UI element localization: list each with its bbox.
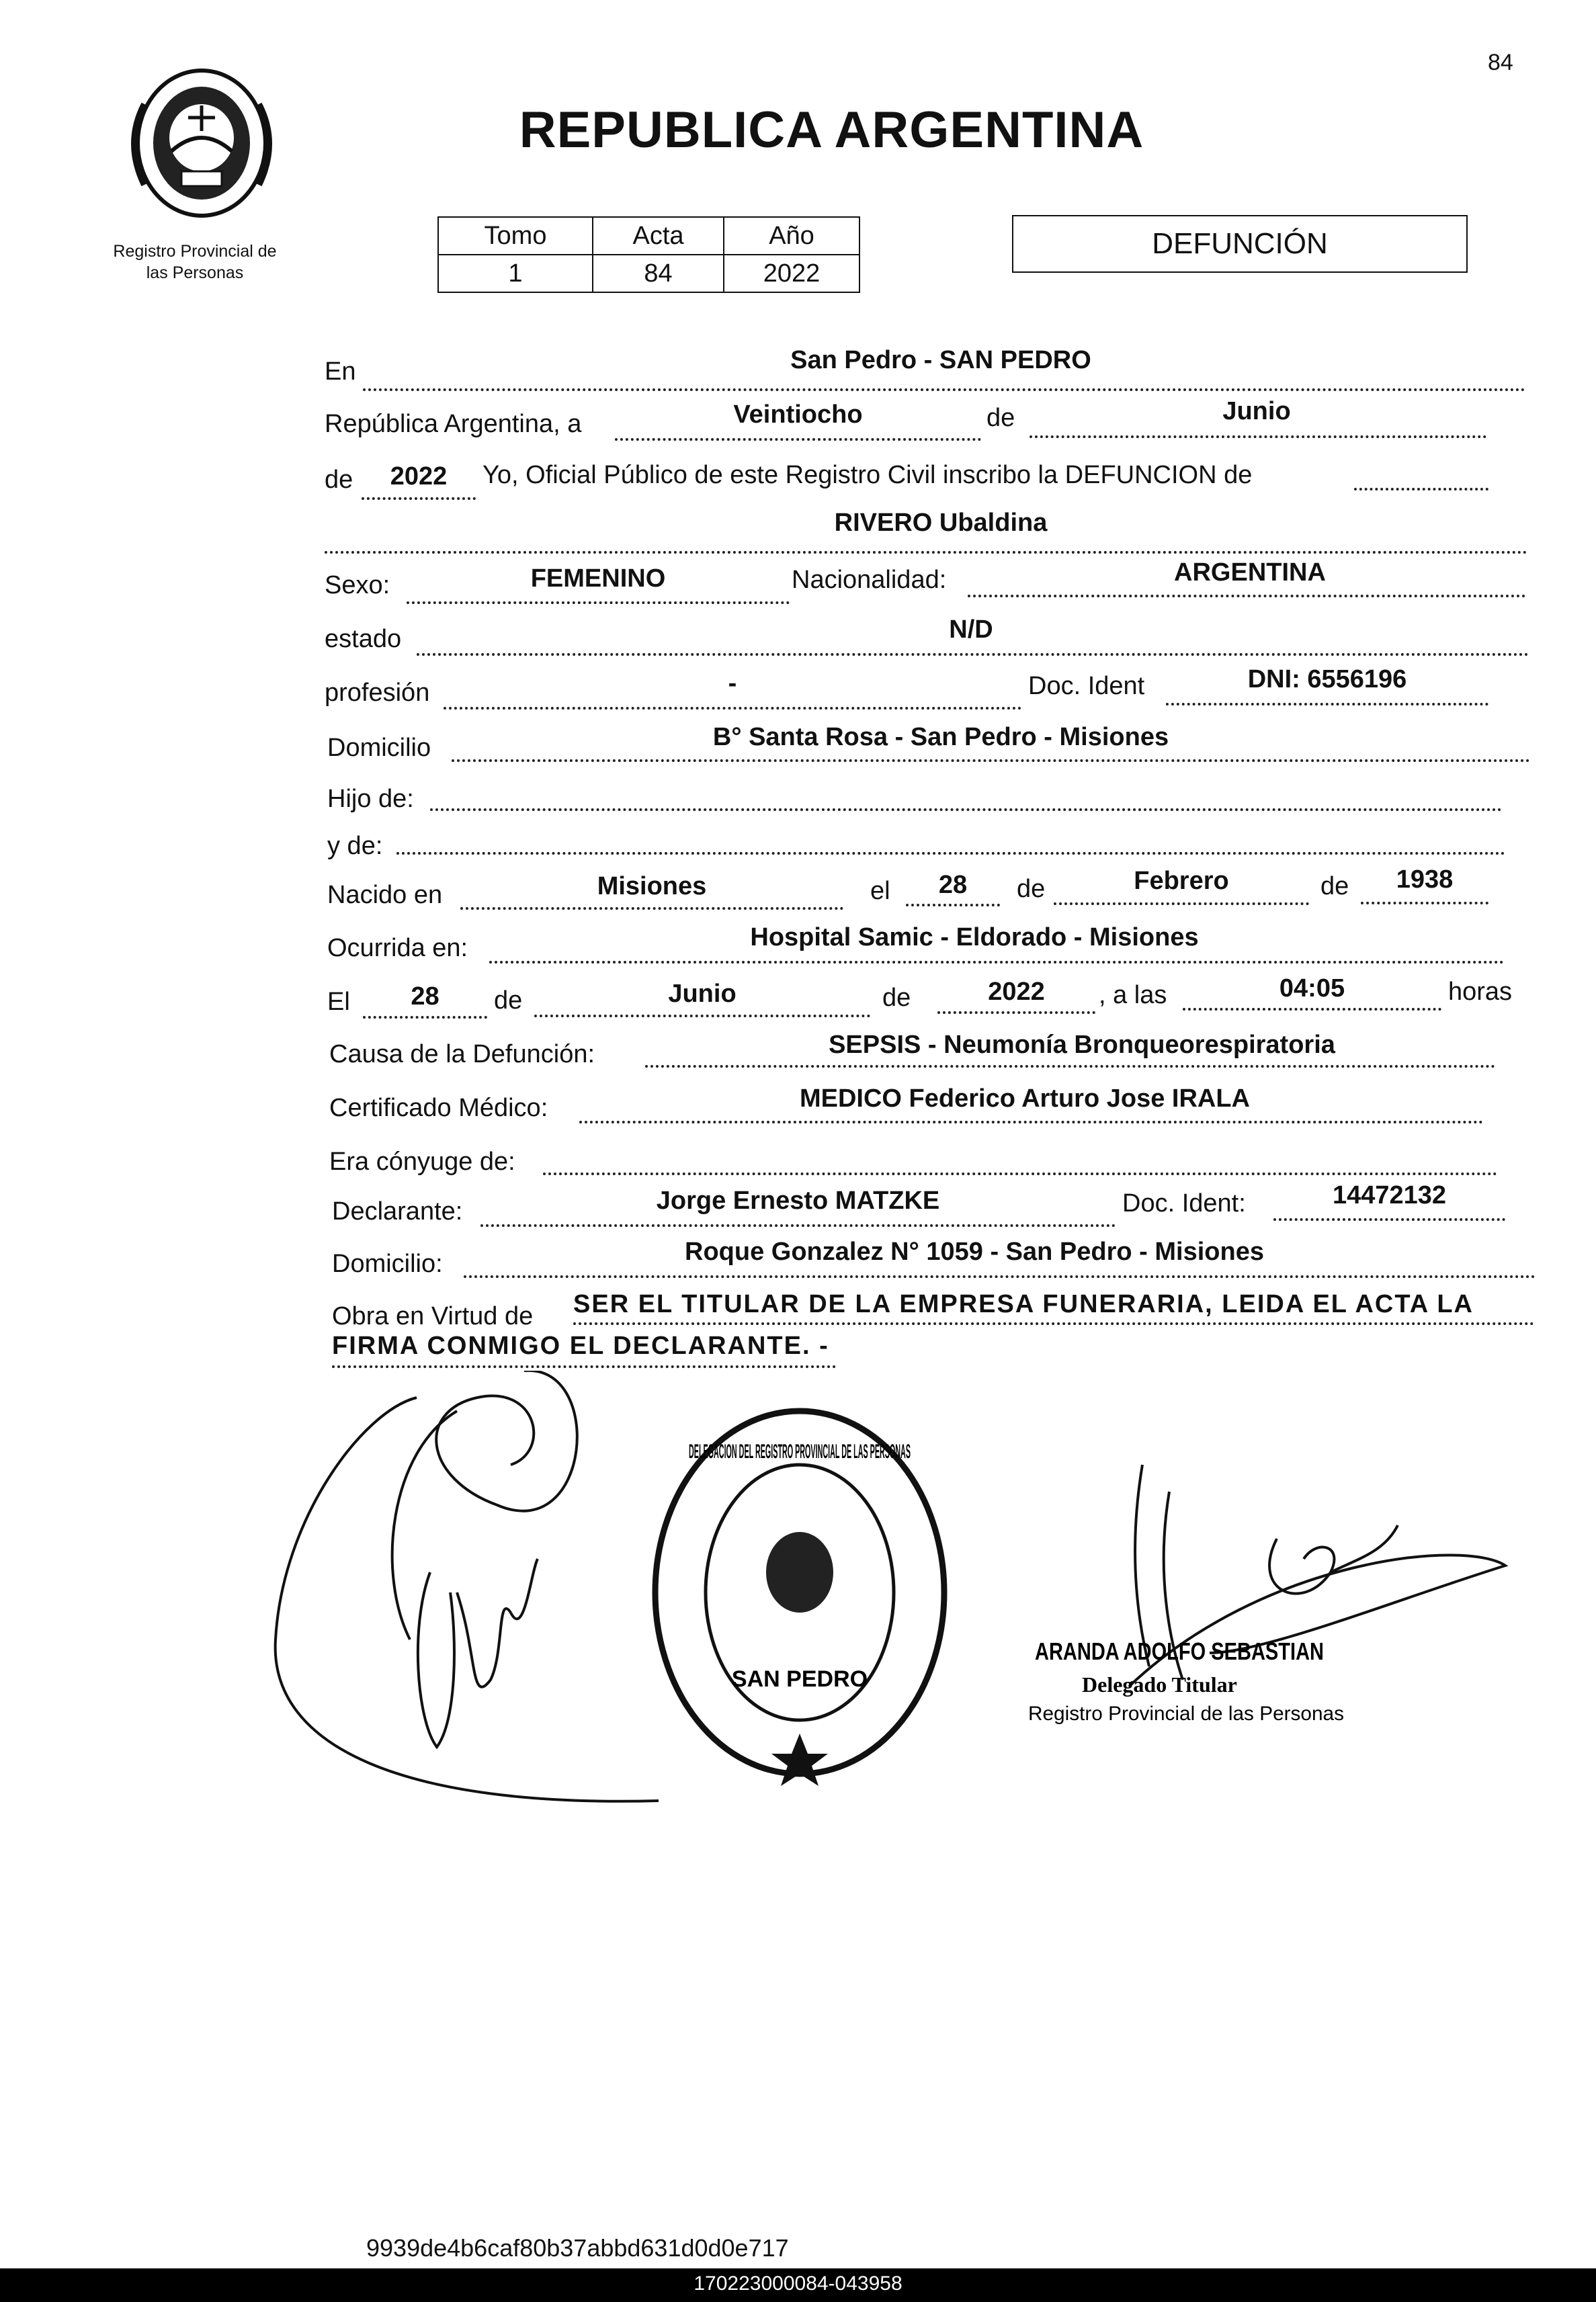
month-value: Junio xyxy=(1222,397,1291,425)
sexo-value: FEMENINO xyxy=(530,564,666,593)
estado-dotline xyxy=(417,653,1529,656)
page-title: REPUBLICA ARGENTINA xyxy=(519,101,1144,159)
doc-ident-dotline xyxy=(1166,703,1488,706)
name-dotline xyxy=(325,551,1527,554)
profesion-value: - xyxy=(728,669,737,697)
nacionalidad-value: ARGENTINA xyxy=(1174,558,1326,587)
death-de2: de xyxy=(882,984,911,1012)
sexo-dotline xyxy=(407,601,790,604)
nacido-label: Nacido en xyxy=(327,881,443,909)
obra-dotline1 xyxy=(573,1322,1534,1325)
republica-label: República Argentina, a xyxy=(325,410,582,438)
birth-de1: de xyxy=(1017,875,1046,903)
document-type-box: DEFUNCIÓN xyxy=(1012,215,1468,273)
official-name: ARANDA ADOLFO SEBASTIAN xyxy=(1035,1637,1324,1665)
conyuge-dotline xyxy=(543,1173,1497,1175)
ocurrida-dotline xyxy=(489,961,1504,964)
declarante-label: Declarante: xyxy=(332,1197,463,1226)
en-label: En xyxy=(325,357,356,386)
acta-value: 84 xyxy=(593,255,724,292)
decl-dom-value: Roque Gonzalez N° 1059 - San Pedro - Misiones xyxy=(685,1238,1264,1266)
obra-value-line2: FIRMA CONMIGO EL DECLARANTE. - xyxy=(332,1332,829,1360)
death-year: 2022 xyxy=(988,978,1045,1006)
record-table-values xyxy=(438,255,859,292)
stamp-ring-text: DELEGACION DEL REGISTRO PROVINCIAL DE LAS PERSONAS xyxy=(689,1441,911,1463)
document-hash: 9939de4b6caf80b37abbd631d0d0e717 xyxy=(366,2234,789,2262)
nacido-value: Misiones xyxy=(597,872,707,900)
conyuge-label: Era cónyuge de: xyxy=(329,1148,515,1176)
doc-ident-value: DNI: 6556196 xyxy=(1247,665,1407,693)
doc-ident-label: Doc. Ident xyxy=(1028,672,1145,700)
de-label: de xyxy=(986,404,1015,432)
nacido-dotline xyxy=(460,907,843,910)
hijo-label: Hijo de: xyxy=(327,785,414,813)
official-stamp-icon xyxy=(655,1411,944,1786)
day-value: Veintiocho xyxy=(733,400,863,429)
acta-header: Acta xyxy=(593,217,724,255)
certificado-dotline xyxy=(579,1121,1483,1123)
record-table xyxy=(437,216,860,293)
nacionalidad-dotline xyxy=(968,595,1525,597)
en-dotline xyxy=(363,388,1525,391)
registry-caption-line2: las Personas xyxy=(146,263,244,282)
death-time-dotline xyxy=(1183,1008,1441,1011)
sexo-label: Sexo: xyxy=(325,571,390,599)
obra-dotline2 xyxy=(332,1365,836,1368)
oficial-dotline xyxy=(1354,488,1488,491)
yde-label: y de: xyxy=(327,832,383,860)
birth-day-dotline xyxy=(906,904,1000,906)
en-value: San Pedro - SAN PEDRO xyxy=(790,346,1091,374)
domicilio-label: Domicilio xyxy=(327,734,431,762)
ocurrida-label: Ocurrida en: xyxy=(327,934,468,962)
domicilio-dotline xyxy=(452,759,1530,762)
oficial-text: Yo, Oficial Público de este Registro Civil inscribo la DEFUNCION de xyxy=(482,461,1253,489)
ano-value: 2022 xyxy=(724,255,859,292)
death-month-dotline xyxy=(534,1015,870,1017)
official-office: Registro Provincial de las Personas xyxy=(1028,1703,1344,1725)
stamp-center-text: SAN PEDRO xyxy=(731,1666,868,1692)
birth-month-dotline xyxy=(1054,902,1309,905)
birth-month: Febrero xyxy=(1134,867,1229,895)
profesion-dotline xyxy=(444,707,1021,710)
alas-label: , a las xyxy=(1099,981,1167,1009)
decl-dom-label: Domicilio: xyxy=(332,1250,443,1278)
footer-code: 170223000084-043958 xyxy=(694,2272,902,2295)
death-time: 04:05 xyxy=(1279,974,1345,1003)
year-value: 2022 xyxy=(390,462,448,491)
birth-year-dotline xyxy=(1361,902,1488,904)
month-dotline xyxy=(1030,435,1486,438)
birth-day: 28 xyxy=(938,871,968,899)
tomo-header: Tomo xyxy=(438,217,593,255)
signature-stamp-area xyxy=(255,1371,1532,1881)
horas-label: horas xyxy=(1448,978,1513,1006)
death-month: Junio xyxy=(668,980,737,1008)
death-el-label: El xyxy=(327,988,350,1016)
tomo-value: 1 xyxy=(438,255,593,292)
decl-doc-label: Doc. Ident: xyxy=(1122,1189,1246,1218)
record-table-header xyxy=(438,217,859,255)
decl-dom-dotline xyxy=(464,1275,1536,1278)
el-label: el xyxy=(870,877,890,905)
yde-dotline xyxy=(396,852,1505,855)
ano-header: Año xyxy=(724,217,859,255)
obra-value-line1: SER EL TITULAR DE LA EMPRESA FUNERARIA, LEIDA EL ACTA LA xyxy=(573,1290,1474,1318)
declarant-signature-icon xyxy=(276,1371,659,1801)
official-title: Delegado Titular xyxy=(1082,1672,1237,1697)
causa-label: Causa de la Defunción: xyxy=(329,1040,595,1068)
hijo-dotline xyxy=(430,808,1502,811)
deceased-name: RIVERO Ubaldina xyxy=(834,509,1048,537)
year-prefix: de xyxy=(325,466,353,494)
causa-dotline xyxy=(645,1065,1495,1068)
birth-year: 1938 xyxy=(1396,865,1454,894)
death-day: 28 xyxy=(411,982,439,1011)
ocurrida-value: Hospital Samic - Eldorado - Misiones xyxy=(750,923,1199,951)
death-de1: de xyxy=(494,986,523,1015)
certificado-label: Certificado Médico: xyxy=(329,1094,548,1122)
domicilio-value: B° Santa Rosa - San Pedro - Misiones xyxy=(712,723,1169,751)
day-dotline xyxy=(615,438,981,441)
estado-label: estado xyxy=(325,625,402,653)
page-number: 84 xyxy=(1488,50,1513,75)
birth-de2: de xyxy=(1320,872,1349,900)
year-dotline xyxy=(362,497,476,500)
death-day-dotline xyxy=(363,1016,487,1019)
estado-value: N/D xyxy=(949,615,993,644)
declarante-value: Jorge Ernesto MATZKE xyxy=(656,1187,940,1215)
decl-doc-value: 14472132 xyxy=(1332,1181,1447,1209)
certificado-value: MEDICO Federico Arturo Jose IRALA xyxy=(799,1084,1250,1113)
obra-label: Obra en Virtud de xyxy=(332,1302,534,1330)
declarante-dotline xyxy=(480,1224,1116,1227)
causa-value: SEPSIS - Neumonía Bronqueorespiratoria xyxy=(829,1031,1335,1059)
nacionalidad-label: Nacionalidad: xyxy=(792,566,947,594)
death-year-dotline xyxy=(937,1011,1095,1014)
registry-caption-line1: Registro Provincial de xyxy=(113,242,277,261)
registry-caption xyxy=(81,241,309,284)
profesion-label: profesión xyxy=(325,679,430,707)
decl-doc-dotline xyxy=(1273,1218,1505,1221)
